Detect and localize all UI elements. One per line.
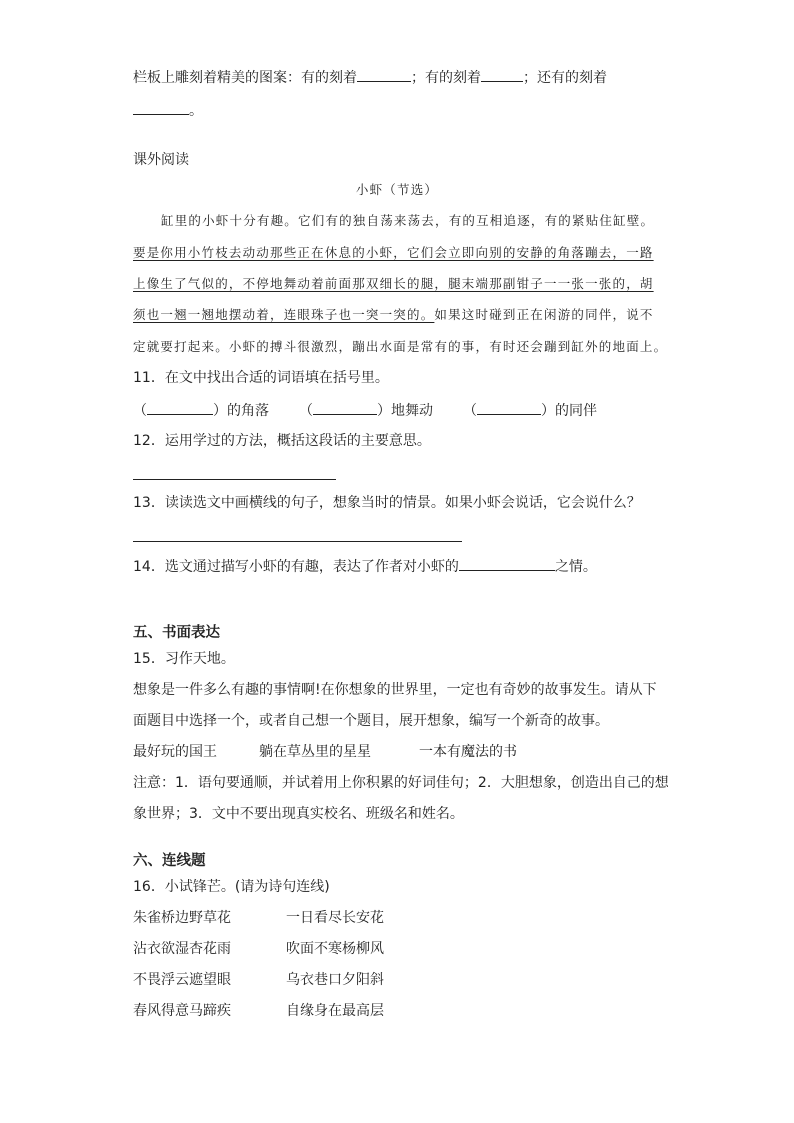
q11-blank-2[interactable] bbox=[313, 399, 377, 415]
q15-line-1: 想象是一件多么有趣的事情啊!在你想象的世界里，一定也有奇妙的故事发生。请从下 bbox=[133, 682, 657, 698]
section-extra-reading: 课外阅读 bbox=[133, 152, 189, 168]
intro-blank-1[interactable] bbox=[357, 66, 411, 82]
q11-item-2: ）地舞动 bbox=[377, 403, 433, 419]
match-right-4[interactable]: 自缘身在最高层 bbox=[286, 1003, 384, 1019]
section-writing: 五、书面表达 bbox=[133, 625, 220, 641]
intro-line-2 bbox=[133, 99, 203, 121]
passage-line-2: 要是你用小竹枝去动动那些正在休息的小虾，它们会立即向别的安静的角落蹦去，一路 bbox=[133, 245, 654, 260]
match-right-2[interactable]: 吹面不寒杨柳风 bbox=[286, 941, 384, 957]
q14-after: 之情。 bbox=[554, 559, 597, 575]
passage-line-4-underlined: 须也一翘一翘地摆动着，连眼珠子也一突一突的。 bbox=[133, 307, 435, 322]
q11-blank-3[interactable] bbox=[477, 399, 541, 415]
intro-text-1: 栏板上雕刻着精美的图案：有的刻着 bbox=[133, 70, 357, 86]
q11-open-3: （ bbox=[463, 403, 477, 419]
section-matching: 六、连线题 bbox=[133, 853, 206, 869]
q11-blank-1[interactable] bbox=[147, 399, 213, 415]
match-right-1[interactable]: 一日看尽长安花 bbox=[286, 910, 384, 926]
q12-answer-line[interactable] bbox=[133, 479, 336, 480]
q11-blanks bbox=[133, 399, 597, 421]
passage-line-4 bbox=[133, 305, 654, 325]
q14-before: 14．选文通过描写小虾的有趣，表达了作者对小虾的 bbox=[133, 559, 459, 575]
passage-line-5: 定就要打起来。小虾的搏斗很激烈，蹦出水面是常有的事，有时还会蹦到缸外的地面上。 bbox=[133, 339, 668, 354]
q11-open-1: （ bbox=[133, 403, 147, 419]
q13-answer-line[interactable] bbox=[133, 541, 462, 542]
q14-blank[interactable] bbox=[459, 555, 555, 571]
passage-title: 小虾（节选） bbox=[355, 182, 439, 197]
q15-note-1: 注意：1．语句要通顺，并试着用上你积累的好词佳句；2．大胆想象，创造出自己的想 bbox=[133, 775, 669, 791]
q16-prompt: 16．小试锋芒。(请为诗句连线) bbox=[133, 879, 330, 895]
q15-topic-3: 一本有魔法的书 bbox=[419, 744, 517, 760]
q11-item-1: ）的角落 bbox=[213, 403, 269, 419]
intro-text-2: ；有的刻着 bbox=[411, 70, 481, 86]
match-left-2[interactable]: 沾衣欲湿杏花雨 bbox=[133, 941, 231, 957]
q15-topic-1: 最好玩的国王 bbox=[133, 744, 217, 760]
q15-line-2: 面题目中选择一个，或者自己想一个题目，展开想象，编写一个新奇的故事。 bbox=[133, 713, 609, 729]
intro-end: 。 bbox=[189, 103, 203, 119]
q11-open-2: （ bbox=[299, 403, 313, 419]
q13-prompt: 13．读读选文中画横线的句子，想象当时的情景。如果小虾会说话，它会说什么？ bbox=[133, 495, 641, 511]
q15-note-2: 象世界；3．文中不要出现真实校名、班级名和姓名。 bbox=[133, 806, 464, 822]
intro-line-1 bbox=[133, 66, 607, 88]
q12-prompt: 12．运用学过的方法，概括这段话的主要意思。 bbox=[133, 433, 431, 449]
q15-prompt: 15．习作天地。 bbox=[133, 651, 235, 667]
passage-line-3: 上像生了气似的，不停地舞动着前面那双细长的腿，腿末端那副钳子一一张一张的，胡 bbox=[133, 276, 654, 291]
q15-topic-2: 躺在草丛里的星星 bbox=[259, 744, 371, 760]
q11-item-3: ）的同伴 bbox=[541, 403, 597, 419]
intro-blank-2[interactable] bbox=[481, 66, 523, 82]
intro-blank-3[interactable] bbox=[133, 99, 189, 115]
intro-text-3: ；还有的刻着 bbox=[523, 70, 607, 86]
match-left-4[interactable]: 春风得意马蹄疾 bbox=[133, 1003, 231, 1019]
q11-prompt: 11．在文中找出合适的词语填在括号里。 bbox=[133, 370, 389, 386]
match-right-3[interactable]: 乌衣巷口夕阳斜 bbox=[286, 972, 384, 988]
match-left-1[interactable]: 朱雀桥边野草花 bbox=[133, 910, 231, 926]
passage-line-1: 缸里的小虾十分有趣。它们有的独自荡来荡去，有的互相追逐，有的紧贴住缸壁。 bbox=[161, 213, 655, 228]
match-left-3[interactable]: 不畏浮云遮望眼 bbox=[133, 972, 231, 988]
passage-line-4-rest: 如果这时碰到正在闲游的同伴，说不 bbox=[434, 307, 654, 322]
q14-line bbox=[133, 555, 597, 577]
